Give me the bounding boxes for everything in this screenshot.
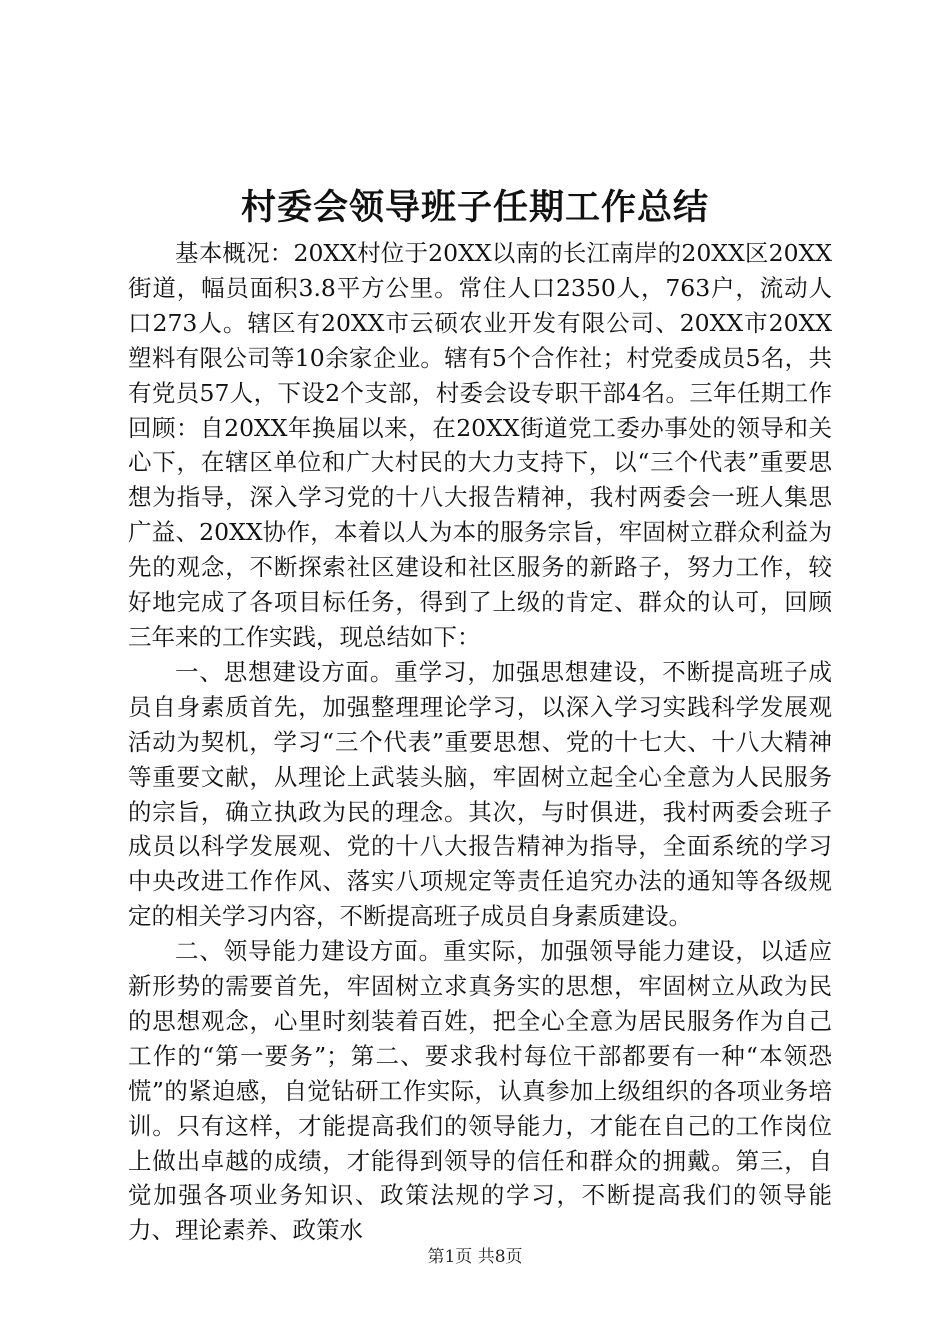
paragraph-leadership: 二、领导能力建设方面。重实际，加强领导能力建设，以适应新形势的需要首先，牢固树立求真务实的思想，牢固树立从政为民的思想观念，心里时刻装着百姓，把全心全意为居民服务作为自己工作的“第一要务”；第二、要求我村每位干部都要有一种“本领恐慌”的紧迫感，自觉钻研工作实际，认真参加上级组织的各项业务培训。只有这样，才能提高我们的领导能力，才能在自己的工作岗位上做出卓越的成绩，才能得到领导的信任和群众的拥戴。第三，自觉加强各项业务知识、政策法规的学习，不断提高我们的领导能力、理论素养、政策水 <box>128 937 832 1245</box>
document-body <box>128 236 832 1248</box>
paragraph-ideology: 一、思想建设方面。重学习，加强思想建设，不断提高班子成员自身素质首先，加强整理理论学习，以深入学习实践科学发展观活动为契机，学习“三个代表”重要思想、党的十七大、十八大精神等重要文献，从理论上武装头脑，牢固树立起全心全意为人民服务的宗旨，确立执政为民的理念。其次，与时俱进，我村两委会班子成员以科学发展观、党的十八大报告精神为指导，全面系统的学习中央改进工作作风、落实八项规定等责任追究办法的通知等各级规定的相关学习内容，不断提高班子成员自身素质建设。 <box>128 657 832 931</box>
page-number: 第1页 共8页 <box>427 1247 523 1267</box>
paragraph-overview: 基本概况：20XX村位于20XX以南的长江南岸的20XX区20XX街道，幅员面积3.8平方公里。常住人口2350人，763户，流动人口273人。辖区有20XX市云硕农业开发有限公司、20XX市20XX塑料有限公司等10余家企业。辖有5个合作社；村党委成员5名，共有党员57人，下设2个支部，村委会设专职干部4名。三年任期工作回顾：自20XX年换届以来，在20XX街道党工委办事处的领导和关心下，在辖区单位和广大村民的大力支持下，以“三个代表”重要思想为指导，深入学习党的十八大报告精神，我村两委会一班人集思广益、20XX协作，本着以人为本的服务宗旨，牢固树立群众利益为先的观念，不断探索社区建设和社区服务的新路子，努力工作，较好地完成了各项目标任务，得到了上级的肯定、群众的认可，回顾三年来的工作实践，现总结如下： <box>128 239 832 651</box>
document-title: 村委会领导班子任期工作总结 <box>240 187 709 228</box>
